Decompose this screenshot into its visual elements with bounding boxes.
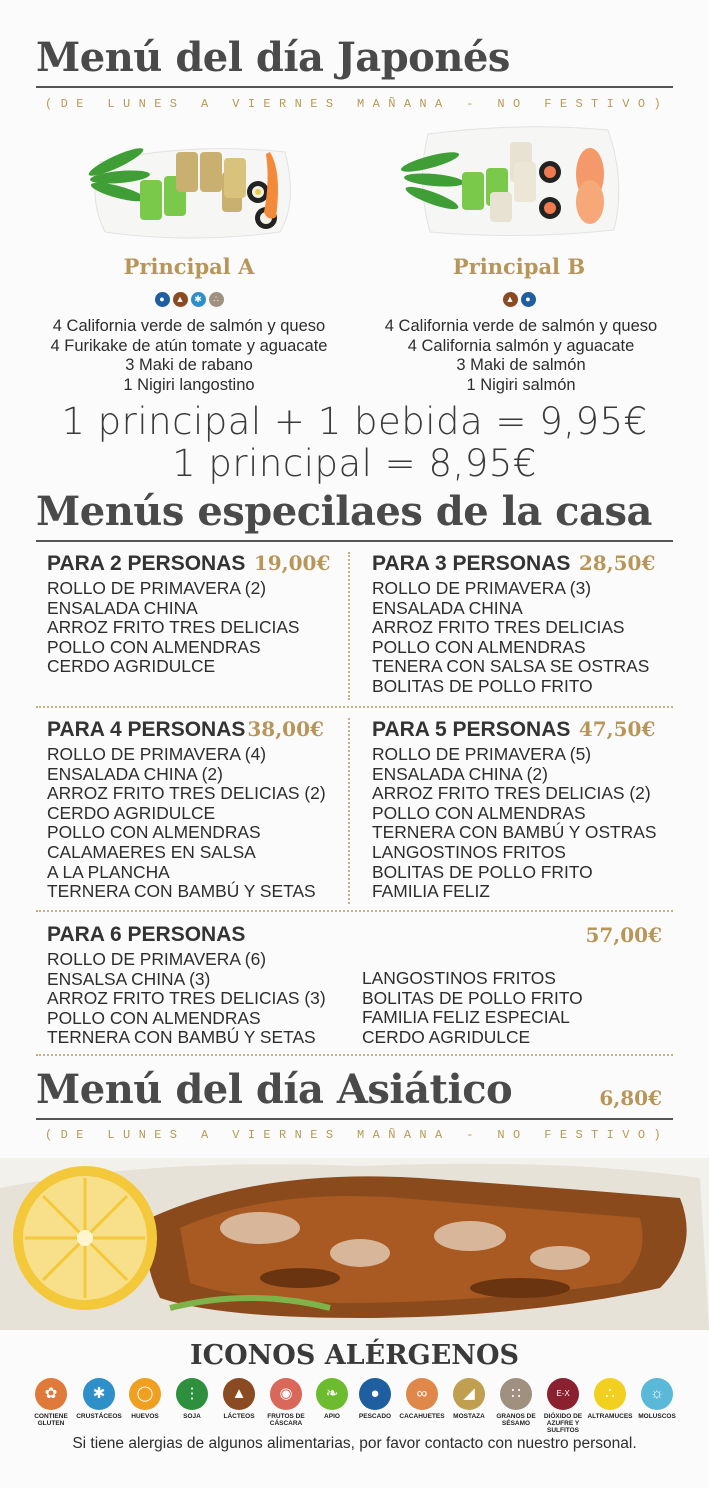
menu-title: PARA 5 PERSONAS	[372, 718, 571, 741]
allergen-soja: ⋮ SOJA	[168, 1378, 216, 1420]
list-item: ENSALADA CHINA (2)	[372, 763, 548, 784]
list-item: ARROZ FRITO TRES DELICIAS (3)	[47, 988, 326, 1009]
list-item: ROLLO DE PRIMAVERA (2)	[47, 578, 267, 598]
list-item: ENSALADA CHINA	[47, 597, 198, 618]
list-item: BOLITAS DE POLLO FRITO	[362, 987, 583, 1008]
allergen-altramuces: ∴ ALTRAMUCES	[586, 1378, 634, 1420]
allergen-lacteos: ▲ LÁCTEOS	[215, 1378, 263, 1420]
menu-6-items-right	[362, 969, 583, 1047]
list-item: ROLLO DE PRIMAVERA (3)	[372, 578, 592, 598]
principal-b-description	[362, 317, 680, 395]
sesame-icon: ∷	[500, 1378, 532, 1410]
crab-icon: ✱	[83, 1378, 115, 1410]
list-item: POLLO CON ALMENDRAS	[372, 636, 586, 657]
list-item: 4 Furikake de atún tomate y aguacate	[50, 336, 328, 355]
list-item: ROLLO DE PRIMAVERA (4)	[47, 744, 267, 764]
list-item: ENSALADA CHINA (2)	[47, 763, 223, 784]
list-item: BOLITAS DE POLLO FRITO	[372, 675, 593, 696]
menu-title: PARA 3 PERSONAS	[372, 552, 571, 575]
section-divider	[36, 706, 673, 708]
list-item: ARROZ FRITO TRES DELICIAS	[47, 617, 300, 638]
allergen-moluscos: ☼ MOLUSCOS	[633, 1378, 681, 1420]
list-item: A LA PLANCHA	[47, 861, 170, 882]
sushi-plate-a-image	[80, 122, 302, 246]
list-item: ARROZ FRITO TRES DELICIAS (2)	[47, 783, 326, 804]
allergen-huevos: ◯ HUEVOS	[121, 1378, 169, 1420]
menu-6-items-left	[47, 950, 326, 1048]
list-item: CALAMAERES EN SALSA	[47, 841, 256, 862]
list-item: TERNERA CON BAMBÚ Y SETAS	[47, 1027, 316, 1048]
list-item: LANGOSTINOS FRITOS	[362, 968, 556, 988]
allergen-pescado: ● PESCADO	[351, 1378, 399, 1420]
fish-icon: ●	[359, 1378, 391, 1410]
sulfite-icon: E-X	[547, 1378, 579, 1410]
menu-5-personas	[372, 717, 672, 902]
list-item: CERDO AGRIDULCE	[47, 656, 216, 677]
menu-title: PARA 4 PERSONAS	[47, 718, 246, 741]
egg-icon: ◯	[129, 1378, 161, 1410]
list-item: POLLO CON ALMENDRAS	[372, 802, 586, 823]
japones-title-rule	[36, 86, 673, 88]
celery-icon: ❧	[316, 1378, 348, 1410]
list-item: 4 California verde de salmón y queso	[52, 317, 326, 335]
mollusc-icon: ☼	[641, 1378, 673, 1410]
alergenos-title: ICONOS ALÉRGENOS	[189, 1340, 520, 1371]
list-item: FAMILIA FELIZ ESPECIAL	[362, 1007, 570, 1028]
menu-title: PARA 2 PERSONAS	[47, 552, 246, 575]
list-item: TENERA CON SALSA SE OSTRAS	[372, 656, 650, 677]
fish-icon: ●	[155, 292, 170, 307]
list-item: POLLO CON ALMENDRAS	[47, 636, 261, 657]
principal-a-description	[30, 317, 348, 395]
section-divider	[36, 1054, 673, 1056]
list-item: ARROZ FRITO TRES DELICIAS	[372, 617, 625, 638]
especiales-title-rule	[36, 540, 673, 542]
principal-b-title: Principal B	[452, 254, 586, 279]
list-item: 1 Nigiri salmón	[466, 375, 576, 394]
allergen-frutos-cascara: ◉ FRUTOS DE CÁSCARA	[262, 1378, 310, 1427]
list-item: FAMILIA FELIZ	[372, 881, 490, 902]
list-item: ARROZ FRITO TRES DELICIAS (2)	[372, 783, 651, 804]
menu-6-price: 57,00€	[585, 923, 662, 947]
nuts-icon: ◉	[270, 1378, 302, 1410]
price-line-single: 1 principal = 8,95€	[172, 442, 537, 485]
asiatico-title: Menú del día Asiático	[36, 1066, 513, 1113]
menu-2-personas	[47, 551, 347, 677]
list-item: 1 Nigiri langostino	[123, 375, 255, 394]
list-item: ROLLO DE PRIMAVERA (6)	[47, 949, 267, 969]
sesame-icon: ∴	[209, 292, 224, 307]
asiatico-title-rule	[36, 1118, 673, 1120]
japones-title: Menú del día Japonés	[36, 34, 510, 81]
menu-price: 19,00€	[253, 551, 331, 575]
soy-icon: ⋮	[176, 1378, 208, 1410]
menu-6-title: PARA 6 PERSONAS	[47, 923, 246, 946]
crab-icon: ✱	[191, 292, 206, 307]
principal-a-allergens	[139, 289, 239, 307]
list-item: BOLITAS DE POLLO FRITO	[372, 861, 593, 882]
allergen-gluten: ✿ CONTIENE GLUTEN	[27, 1378, 75, 1427]
peanut-icon: ∞	[406, 1378, 438, 1410]
principal-a-title: Principal A	[123, 254, 255, 279]
mustard-icon: ◢	[453, 1378, 485, 1410]
especiales-title: Menús especilaes de la casa	[36, 488, 652, 535]
list-item: TERNERA CON BAMBÚ Y SETAS	[47, 881, 316, 902]
price-line-combo: 1 principal + 1 bebida = 9,95€	[61, 400, 648, 443]
list-item: POLLO CON ALMENDRAS	[47, 822, 261, 843]
asiatico-subtitle: (DE LUNES A VIERNES MAÑANA - NO FESTIVO)	[45, 1128, 670, 1142]
fish-icon: ●	[521, 292, 536, 307]
allergen-cacahuetes: ∞ CACAHUETES	[398, 1378, 446, 1420]
lupin-icon: ∴	[594, 1378, 626, 1410]
menu-price: 38,00€	[247, 717, 324, 741]
section-divider	[36, 910, 673, 912]
allergen-sesamo: ∷ GRANOS DE SÉSAMO	[492, 1378, 540, 1427]
wheat-icon: ✿	[35, 1378, 67, 1410]
milk-icon: ▲	[223, 1378, 255, 1410]
list-item: 4 California verde de salmón y queso	[384, 317, 658, 335]
sushi-plate-b-image	[400, 122, 630, 240]
menu-price: 47,50€	[578, 717, 656, 741]
allergen-sulfitos: E-X DIÓXIDO DE AZUFRE Y SULFITOS	[539, 1378, 587, 1434]
list-item: CERDO AGRIDULCE	[47, 802, 216, 823]
asiatico-price: 6,80€	[599, 1086, 662, 1110]
list-item: 3 Maki de salmón	[456, 356, 586, 374]
roast-duck-image	[0, 1158, 709, 1330]
allergy-note: Si tiene alergias de algunos alimentarias, por favor contacto con nuestro personal.	[72, 1435, 637, 1452]
allergen-apio: ❧ APIO	[308, 1378, 356, 1420]
list-item: CERDO AGRIDULCE	[362, 1026, 531, 1047]
allergen-crustaceos: ✱ CRUSTÁCEOS	[75, 1378, 123, 1420]
column-divider	[348, 552, 350, 700]
column-divider	[348, 718, 350, 904]
list-item: 3 Maki de rabano	[125, 356, 253, 374]
list-item: 4 California salmón y aguacate	[407, 336, 635, 355]
menu-3-personas	[372, 551, 672, 697]
milk-icon: ▲	[503, 292, 518, 307]
list-item: LANGOSTINOS FRITOS	[372, 841, 566, 862]
list-item: ENSALSA CHINA (3)	[47, 968, 211, 989]
milk-icon: ▲	[173, 292, 188, 307]
japones-subtitle: (DE LUNES A VIERNES MAÑANA - NO FESTIVO)	[45, 97, 670, 111]
menu-4-personas	[47, 717, 347, 902]
menu-price: 28,50€	[578, 551, 656, 575]
list-item: TERNERA CON BAMBÚ Y OSTRAS	[372, 822, 657, 843]
list-item: POLLO CON ALMENDRAS	[47, 1007, 261, 1028]
principal-b-allergens	[469, 289, 569, 307]
list-item: ROLLO DE PRIMAVERA (5)	[372, 744, 592, 764]
allergen-mostaza: ◢ MOSTAZA	[445, 1378, 493, 1420]
list-item: ENSALADA CHINA	[372, 597, 523, 618]
